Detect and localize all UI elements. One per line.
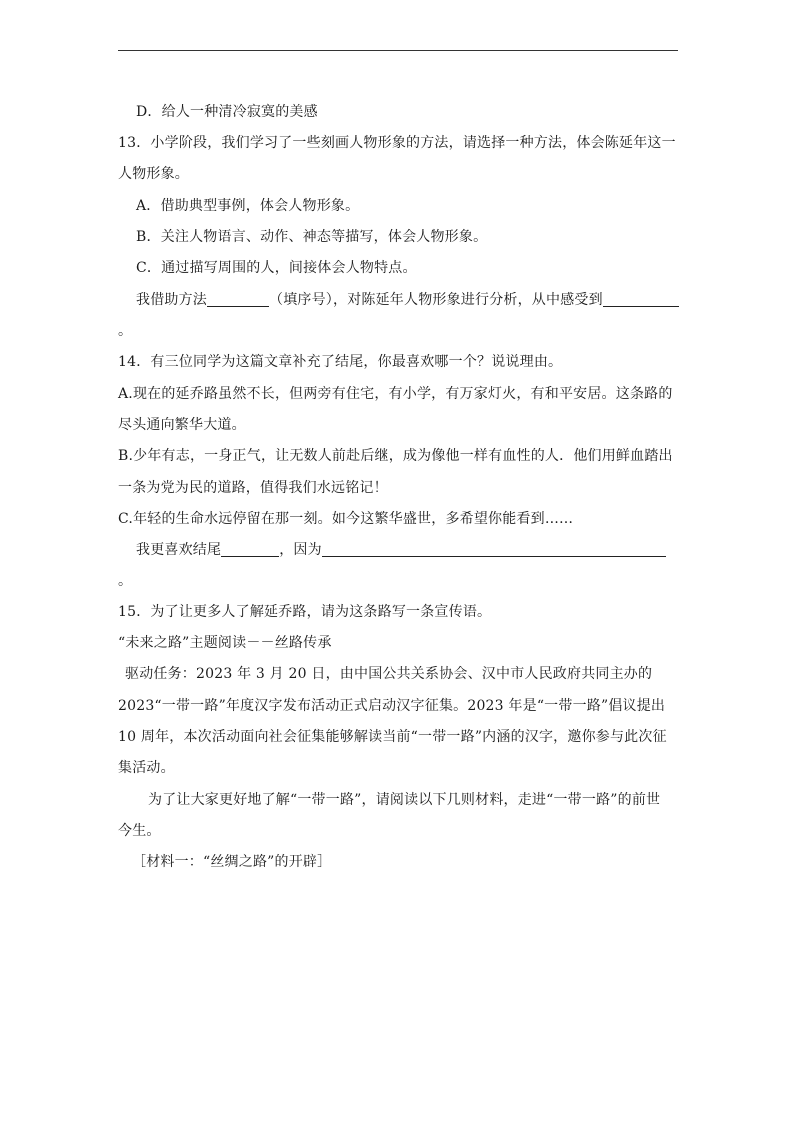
header-rule	[118, 50, 678, 51]
question-13-fill-middle: （填序号），对陈延年人物形象进行分析，从中感受到	[269, 292, 603, 308]
question-14-blank-2[interactable]	[322, 542, 666, 557]
question-13-option-a: A．借助典型事例，体会人物形象。	[136, 198, 360, 214]
question-14-fill-prefix: 我更喜欢结尾	[136, 542, 222, 558]
intro-line-1: 为了让大家更好地了解“一带一路”，请阅读以下几则材料，走进“一带一路”的前世	[148, 792, 661, 808]
question-14-option-b-line-2: 一条为党为民的道路，值得我们水远铭记！	[118, 480, 388, 496]
question-14-fill-line	[136, 540, 666, 560]
question-13-end-mark: 。	[118, 323, 133, 339]
question-13-blank-1[interactable]	[207, 292, 269, 307]
question-14-option-a-line-1: A.现在的延乔路虽然不长，但两旁有住宅，有小学，有万家灯火，有和平安居。这条路的	[118, 386, 673, 402]
question-13-option-b: B．关注人物语言、动作、神态等描写，体会人物形象。	[136, 229, 488, 245]
question-13-option-c: C．通过描写周围的人，间接体会人物特点。	[136, 260, 417, 276]
question-14-line-1: 14．有三位同学为这篇文章补充了结尾，你最喜欢哪一个？说说理由。	[118, 354, 563, 370]
question-13-fill-line	[136, 290, 679, 310]
question-14-blank-1[interactable]	[221, 542, 279, 557]
task-line-2: 2023“一带一路”年度汉字发布活动正式启动汉字征集。2023 年是“一带一路”倡议提出	[118, 698, 666, 714]
question-13-line-1: 13．小学阶段，我们学习了一些刻画人物形象的方法，请选择一种方法，体会陈延年这一	[118, 135, 676, 151]
question-13-line-2: 人物形象。	[118, 166, 189, 182]
task-line-4: 集活动。	[118, 760, 175, 776]
option-d: D．给人一种清冷寂寞的美感	[136, 104, 318, 120]
task-line-1: 驱动任务：2023 年 3 月 20 日，由中国公共关系协会、汉中市人民政府共同主办的	[125, 666, 653, 682]
question-14-fill-middle: ，因为	[279, 542, 322, 558]
question-14-option-b-line-1: B.少年有志，一身正气，让无数人前赴后继，成为像他一样有血性的人．他们用鲜血踏出	[118, 448, 673, 464]
question-14-option-c-line-1: C.年轻的生命水远停留在那一刻。如今这繁华盛世，多希望你能看到……	[118, 511, 574, 527]
question-13-fill-prefix: 我借助方法	[136, 292, 207, 308]
theme-title: “未来之路”主题阅读－－丝路传承	[118, 635, 332, 651]
intro-line-2: 今生。	[118, 823, 161, 839]
question-14-end-mark: 。	[118, 573, 133, 589]
question-15-line-1: 15．为了让更多人了解延乔路，请为这条路写一条宣传语。	[118, 604, 492, 620]
question-13-blank-2[interactable]	[603, 292, 679, 307]
question-14-option-a-line-2: 尽头通向繁华大道。	[118, 417, 246, 433]
task-line-3: 10 周年，本次活动面向社会征集能够解读当前“一带一路”内涵的汉字，邀你参与此次征	[118, 729, 667, 745]
material-one-heading: ［材料一：“丝绸之路”的开辟］	[132, 854, 332, 870]
